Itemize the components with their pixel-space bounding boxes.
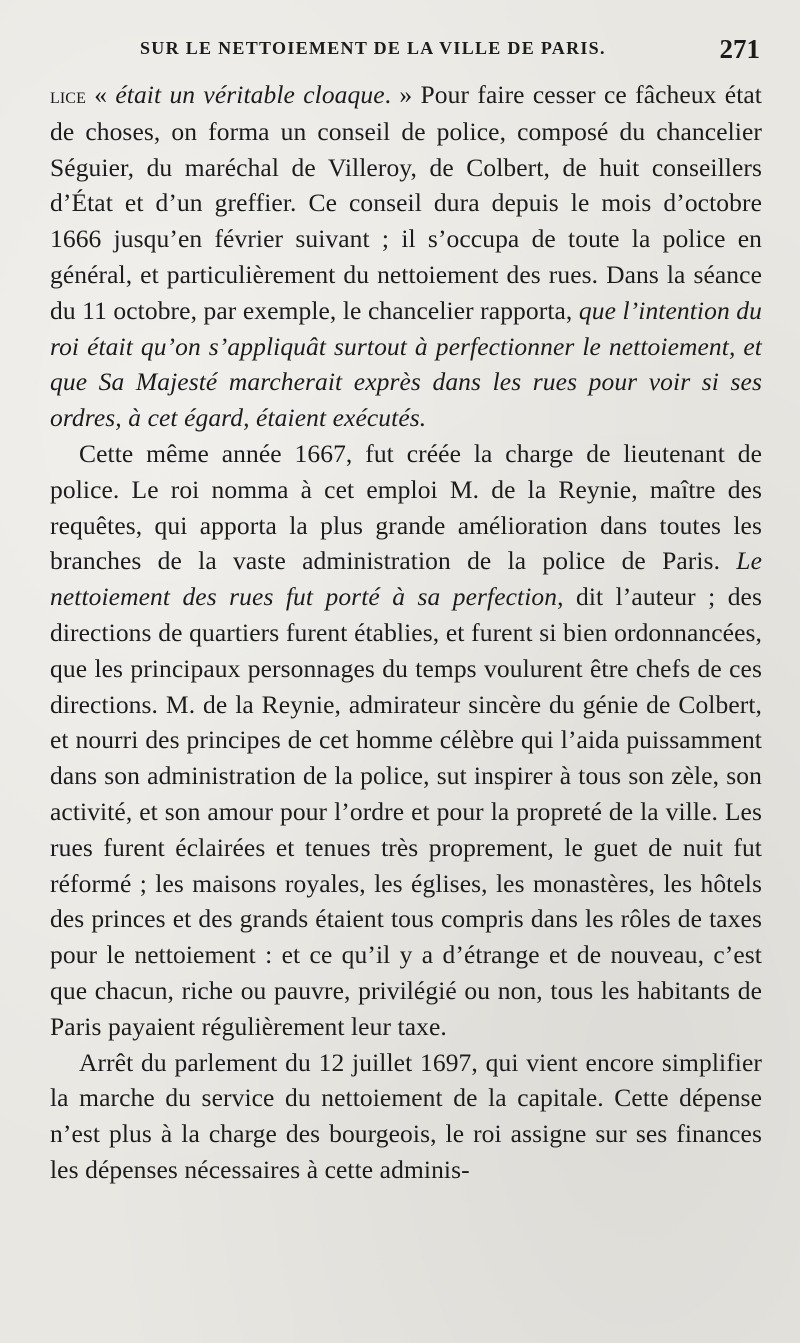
page-header (140, 34, 760, 68)
text-segment: lice (50, 83, 86, 108)
page-number: 271 (719, 34, 760, 64)
text-segment: que l’intention du roi était qu’on s’appliquât surtout à perfectionner le nettoiement, et que Sa Majesté marcherait exprès dans les rues pour voir si ses ordres, à cet égard, étaient exécutés. (50, 295, 762, 433)
paragraph-1 (50, 77, 762, 436)
paragraph-2 (50, 436, 762, 1045)
text-segment: . » Pour faire cesser ce fâcheux état de choses, on forma un conseil de police, composé du chancelier Séguier, du maréchal de Villeroy, de Colbert, de huit conseillers d’État et d’un greffier. Ce conseil dura depuis le mois d’octobre 1666 jusqu’en février suivant ; il s’occupa de toute la police en général, et particulièrement du nettoiement des rues. Dans la séance du 11 octobre, par exemple, le chancelier rapporta, (50, 80, 762, 325)
text-segment: était un véritable cloaque (115, 80, 385, 109)
text-segment: Cette même année 1667, fut créée la charge de lieutenant de police. Le roi nomma à cet emploi M. de la Reynie, maître des requêtes, qui apporta la plus grande amélioration dans toutes les branches de la vaste administration de la police de Paris. (50, 438, 762, 576)
text-segment: , dit l’auteur ; des directions de quartiers furent établies, et furent si bien ordonnancées, que les principaux personnages du temps voulurent être chefs de ces directions. M. de la Reynie, admirateur sincère du génie de Colbert, et nourri des principes de cet homme célèbre qui l’aida puissamment dans son administration de la police, sut inspirer à tous son zèle, son activité, et son amour pour l’ordre et pour la propreté de la ville. Les rues furent éclairées et tenues très proprement, le guet de nuit fut réformé ; les maisons royales, les églises, les monastères, les hôtels des princes et des grands étaient tous compris dans les rôles de taxes pour le nettoiement : et ce qu’il y a d’étrange et de nouveau, c’est que chacun, riche ou pauvre, privilégié ou non, tous les habitants de Paris payaient régulièrement leur taxe. (50, 582, 762, 1041)
text-segment: « (85, 80, 116, 109)
paragraph-3 (50, 1045, 762, 1188)
body-text (50, 77, 762, 1188)
running-title: SUR LE NETTOIEMENT DE LA VILLE DE PARIS. (140, 38, 606, 58)
text-segment: Arrêt du parlement du 12 juillet 1697, qui vient encore simplifier la marche du service du nettoiement de la capitale. Cette dépense n’est plus à la charge des bourgeois, le roi assigne sur ses finances les dépenses nécessaires à cette adminis- (50, 1047, 762, 1184)
text-segment: Le nettoiement des rues fut porté à sa perfection (50, 546, 762, 612)
